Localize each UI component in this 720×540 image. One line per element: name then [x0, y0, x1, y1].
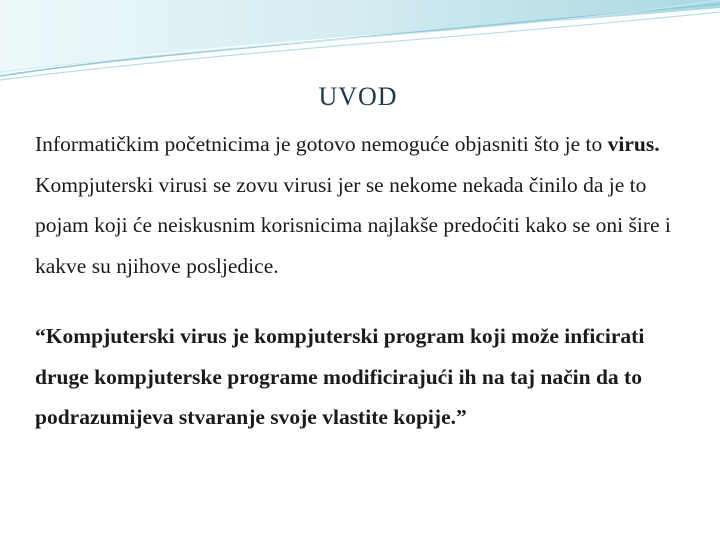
slide-title-text: UVOD	[318, 82, 398, 111]
decorative-wave-header	[0, 0, 720, 90]
definition-quote: “Kompjuterski virus je kompjuterski program koji može inficirati druge kompjuterske programe modificirajući ih na taj način da to podrazumijeva stvaranje svoje vlastite kopije.”	[35, 324, 645, 429]
intro-text-part2: Kompjuterski virusi se zovu virusi jer se nekome nekada činilo da je to pojam koji će neiskusnim korisnicima najlakše predoćiti kako se oni šire i kakve su njihove posljedice.	[35, 172, 671, 278]
slide-body	[35, 124, 695, 438]
slide-title	[0, 82, 716, 112]
intro-paragraph	[35, 124, 695, 286]
intro-text-part1: Informatičkim početnicima je gotovo nemoguće objasniti što je to	[35, 132, 608, 156]
intro-bold-word: virus.	[607, 132, 660, 156]
